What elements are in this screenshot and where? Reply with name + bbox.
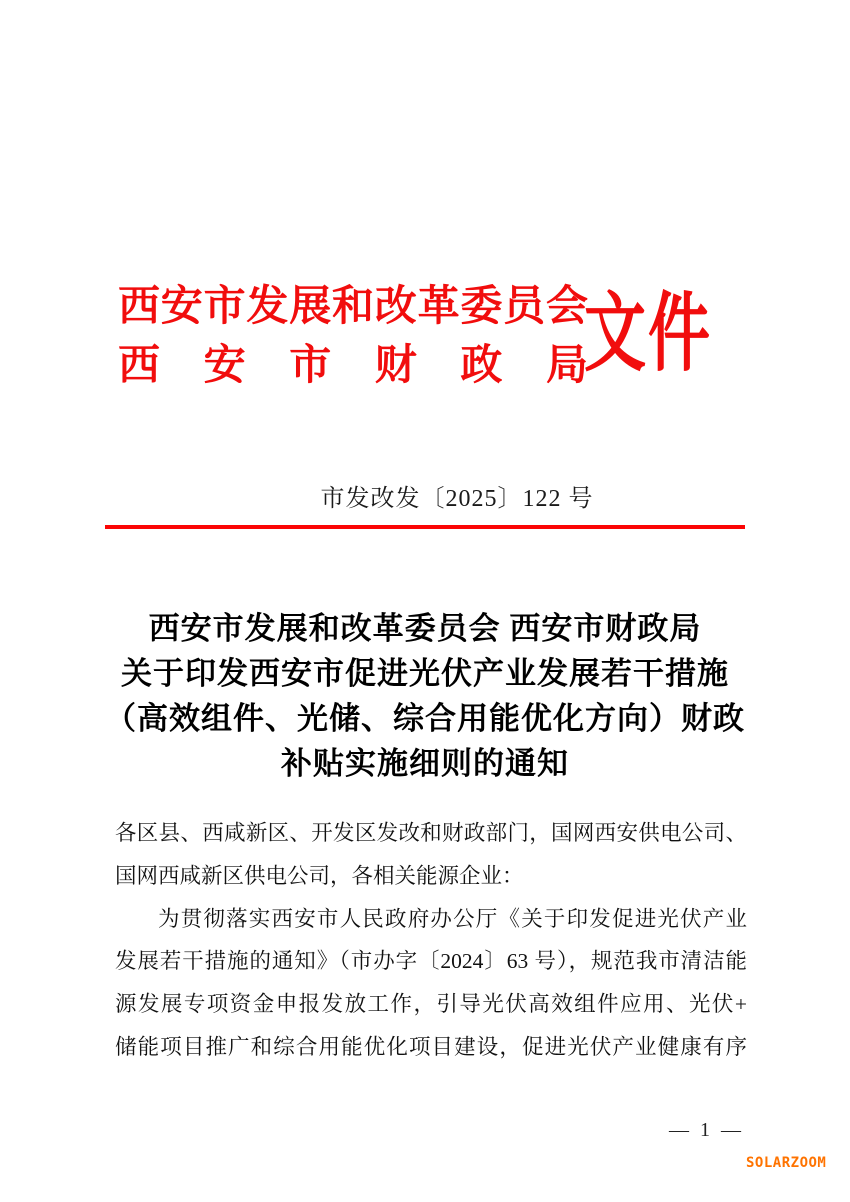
body-text-line: 源发展专项资金申报发放工作，引导光伏高效组件应用、光伏+ bbox=[115, 992, 747, 1017]
body-text-line: 发展若干措施的通知》（市办字〔2024〕63 号），规范我市清洁能 bbox=[115, 949, 747, 974]
document-title-line: 补贴实施细则的通知 bbox=[281, 746, 569, 781]
page-number: — 1 — bbox=[669, 1119, 744, 1141]
body-text-line: 各区县、西咸新区、开发区发改和财政部门，国网西安供电公司、 bbox=[115, 821, 747, 845]
body-text-line: 为贯彻落实西安市人民政府办公厅《关于印发促进光伏产业 bbox=[158, 906, 747, 931]
document-title-line: 西安市发展和改革委员会 西安市财政局 bbox=[148, 611, 702, 646]
document-title bbox=[0, 606, 850, 786]
body-text-line: 储能项目推广和综合用能优化项目建设，促进光伏产业健康有序 bbox=[115, 1034, 747, 1059]
solarzoom-watermark: SOLARZOOM bbox=[746, 1155, 827, 1171]
document-body bbox=[115, 812, 747, 1069]
letterhead-agency-line1: 西安市发展和改革委员会 bbox=[118, 284, 588, 330]
document-title-line: （高效组件、光储、综合用能优化方向）财政 bbox=[105, 701, 745, 736]
letterhead-divider-rule bbox=[105, 525, 745, 529]
letterhead-agency-line2: 西安市财政局 bbox=[118, 343, 588, 389]
body-text-line: 国网西咸新区供电公司，各相关能源企业： bbox=[115, 863, 524, 888]
letterhead bbox=[118, 278, 588, 396]
document-title-line: 关于印发西安市促进光伏产业发展若干措施 bbox=[121, 656, 729, 691]
document-number: 市发改发〔2025〕122 号 bbox=[320, 486, 594, 512]
letterhead-doc-type-label: 文件 bbox=[584, 287, 713, 382]
